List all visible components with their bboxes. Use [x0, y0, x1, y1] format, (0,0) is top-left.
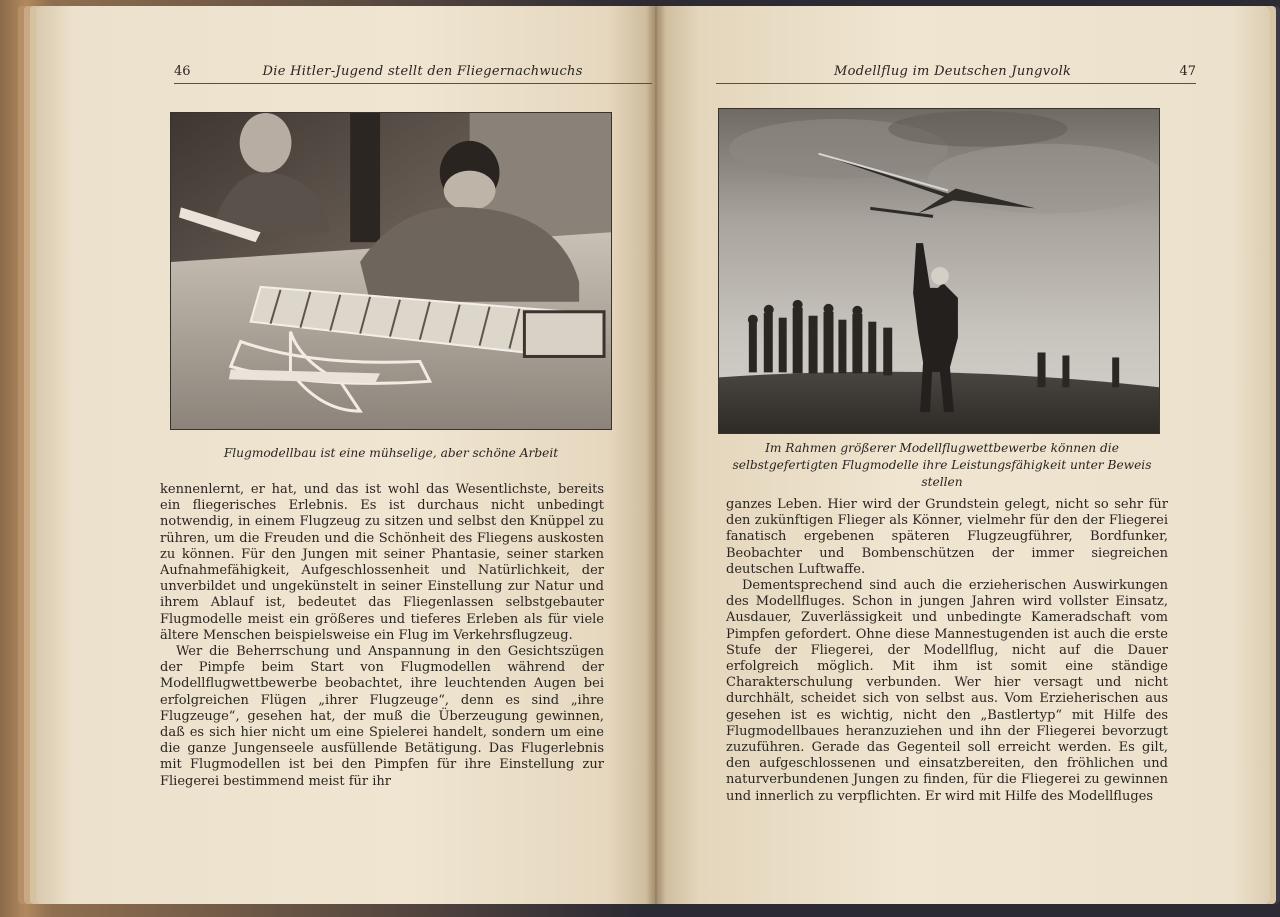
right-page-number: 47 — [1179, 64, 1196, 79]
right-page-content — [656, 0, 1270, 917]
right-paragraph-2: Dementsprechend sind auch die erzieherischen Auswirkungen des Modellfluges. Schon in jungen Jahren wird vollster Einsatz, Ausdauer, Zuverlässigkeit und unbedingte Kameradschaft vom Pimpfen gefordert. Ohne diese Mannestugenden ist auch die erste Stufe der Fliegerei, der Modellflug, nicht auf die Dauer erfolgreich möglich. Mit ihm ist somit eine ständige Charakterschulung verbunden. Wer hier versagt und nicht durchhält, scheidet sich von selbst aus. Vom Erzieherischen aus gesehen ist es wichtig, nicht den „Bastlertyp“ mit Hilfe des Flugmodellbaues heranzuziehen und ihn der Fliegerei bevorzugt zuzuführen. Gerade das Gegenteil soll erreicht werden. Es gilt, den aufgeschlossenen und einsatzbereiten, den fröhlichen und naturverbundenen Jungen zu finden, für die Fliegerei zu gewinnen und innerlich zu verpflichten. Er wird mit Hilfe des Modellfluges — [726, 578, 1168, 804]
photo-model-launch — [718, 108, 1160, 434]
photo-model-building — [170, 112, 612, 430]
right-running-head — [716, 62, 1196, 84]
left-page-number: 46 — [174, 64, 191, 79]
photo-model-launch-image — [719, 109, 1159, 433]
left-page-content — [36, 0, 656, 917]
left-paragraph-1: kennenlernt, er hat, und das ist wohl das Wesentlichste, bereits ein fliegerisches Erlebnis. Es ist durchaus nicht unbedingt notwendig, in einem Flugzeug zu sitzen und selbst den Knüppel zu rühren, um die Freuden und die Schönheit des Fliegens auskosten zu können. Für den Jungen mit seiner Phantasie, seiner starken Aufnahmefähigkeit, Aufgeschlossenheit und Natürlichkeit, der unverbildet und ungekünstelt in seiner Einstellung zur Natur und ihrem Ablauf ist, bedeutet das Fliegenlassen selbstgebauter Flugmodelle meist ein größeres und tieferes Erleben als für viele ältere Menschen beispielsweise ein Flug im Verkehrsflugzeug. — [160, 482, 604, 643]
left-body-text — [160, 482, 604, 790]
right-running-title: Modellflug im Deutschen Jungvolk — [834, 64, 1072, 79]
right-photo-caption: Im Rahmen größerer Modellflugwettbewerbe können die selbstgefertigten Flugmodelle ihre Leistungsfähigkeit unter Beweis stellen — [732, 441, 1152, 489]
left-photo-caption: Flugmodellbau ist eine mühselige, aber schöne Arbeit — [223, 446, 559, 460]
right-paragraph-1: ganzes Leben. Hier wird der Grundstein gelegt, nicht so sehr für den zukünftigen Flieger als Könner, vielmehr für den der Fliegerei fanatisch ergebenen späteren Flugzeugführer, Bordfunker, Beobachter und Bombenschützen der immer siegreichen deutschen Luftwaffe. — [726, 497, 1168, 577]
left-running-head — [174, 62, 652, 84]
left-running-title: Die Hitler-Jugend stellt den Fliegernachwuchs — [262, 64, 583, 79]
right-body-text — [726, 497, 1168, 805]
left-paragraph-2: Wer die Beherrschung und Anspannung in den Gesichtszügen der Pimpfe beim Start von Flugmodellen während der Modellflugwettbewerbe beobachtet, ihre leuchtenden Augen bei erfolgreichen Flügen „ihrer Flugzeuge“, denn es sind „ihre Flugzeuge“, gesehen hat, der muß die Überzeugung gewinnen, daß es sich hier nicht um eine Spielerei handelt, sondern um eine die ganze Jungenseele ausfüllende Betätigung. Das Flugerlebnis mit Flugmodellen ist bei den Pimpfen für ihre Einstellung zur Fliegerei bestimmend meist für ihr — [160, 644, 604, 789]
photo-model-building-image — [171, 113, 611, 429]
